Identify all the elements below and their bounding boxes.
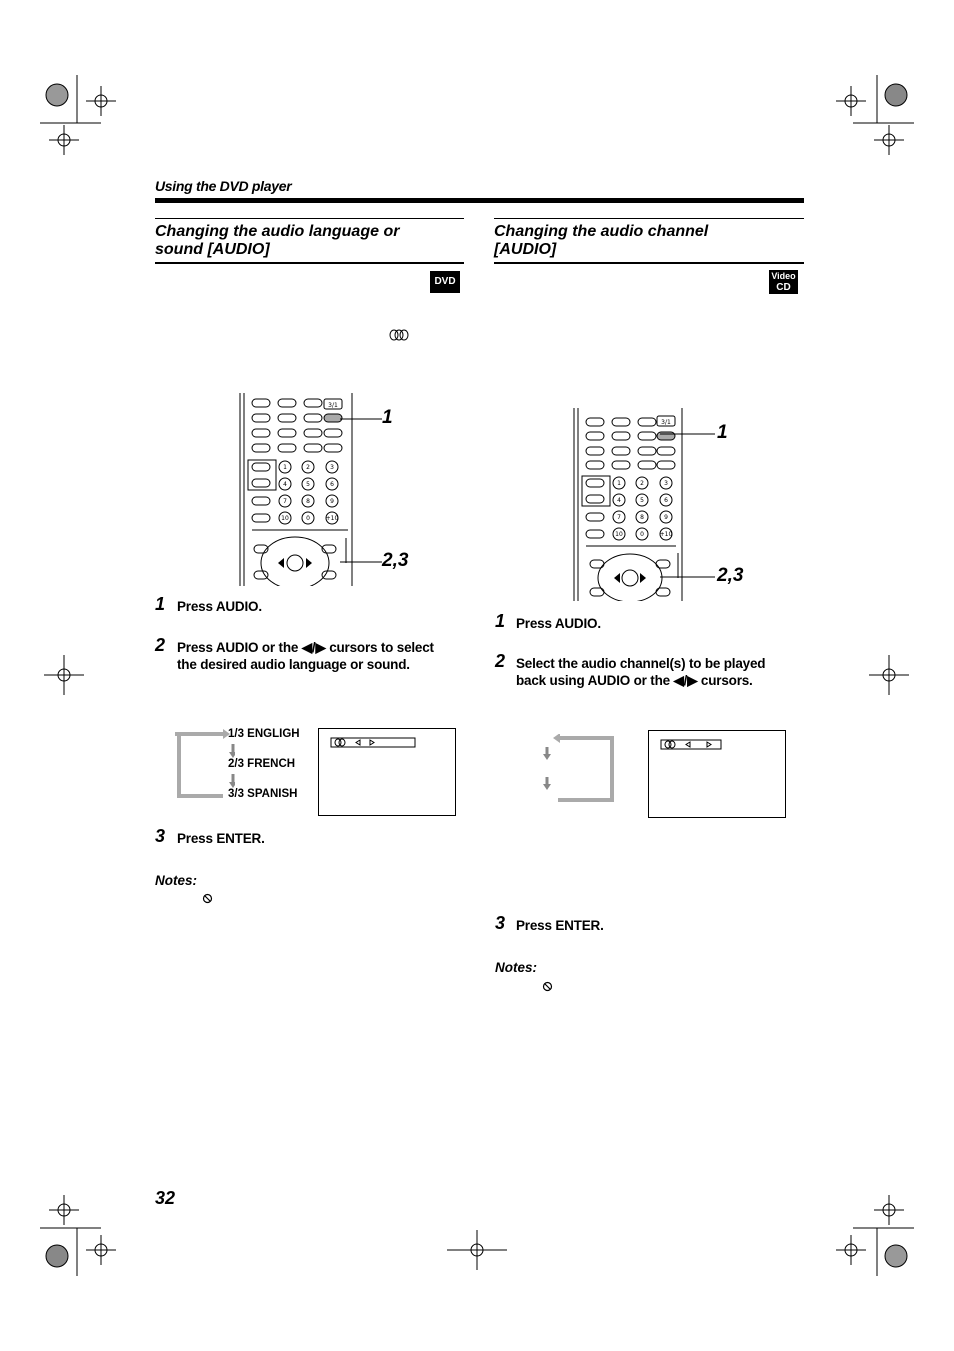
left-onscreen-audio-bar (319, 729, 455, 759)
prohibit-icon (202, 893, 213, 904)
left-step-3-number: 3 (155, 826, 166, 846)
remote-right-key-5: 5 (640, 497, 644, 504)
remote-left-key-plus10: +10 (325, 515, 339, 522)
right-title-bottom-rule (494, 262, 804, 264)
remote-left-key-9: 9 (330, 498, 334, 505)
remote-left-key-8: 8 (306, 498, 310, 505)
right-step-3-text: Press ENTER. (516, 918, 604, 933)
left-title-bottom-rule (155, 262, 464, 264)
video-cd-badge (769, 270, 798, 294)
dvd-badge: DVD (430, 271, 460, 293)
right-callout-23: 2,3 (717, 565, 744, 586)
remote-right-key-2: 2 (640, 480, 644, 487)
right-step-3-number: 3 (495, 913, 506, 933)
remote-left-key-2: 2 (306, 464, 310, 471)
remote-left-key-5: 5 (306, 481, 310, 488)
remote-left-key-3: 3 (330, 464, 334, 471)
left-section-title (155, 223, 399, 259)
right-callout-1: 1 (717, 422, 728, 443)
language-option-3: 3/3 SPANISH (228, 788, 298, 800)
channel-cycle-diagram (538, 734, 618, 802)
remote-left-key-4: 4 (283, 481, 287, 488)
left-callout-1: 1 (382, 407, 393, 428)
left-title-top-rule (155, 218, 464, 219)
right-tv-screen (648, 730, 786, 818)
remote-left-key-6: 6 (330, 481, 334, 488)
right-step-2-line1: Select the audio channel(s) to be played (516, 656, 766, 671)
right-title-line1: Changing the audio channel (494, 223, 709, 240)
remote-right-audio-key: 3/1 (661, 419, 671, 426)
header-rule (155, 198, 804, 203)
left-notes-label: Notes: (155, 873, 198, 888)
remote-right-key-10: 10 (615, 531, 623, 538)
right-step-2-line2: back using AUDIO or the ◀/▶ cursors. (516, 673, 753, 688)
video-cd-badge-line2: CD (776, 282, 791, 293)
remote-right-key-8: 8 (640, 514, 644, 521)
remote-left-key-10: 10 (281, 515, 289, 522)
language-option-2: 2/3 FRENCH (228, 758, 296, 770)
remote-left-audio-key: 3/1 (328, 402, 338, 409)
right-step-2-number: 2 (495, 651, 506, 671)
audio-icon (388, 328, 410, 342)
remote-right-key-6: 6 (664, 497, 668, 504)
left-tv-screen (318, 728, 456, 816)
right-title-line2: [AUDIO] (494, 241, 557, 258)
right-step-1-number: 1 (495, 611, 506, 631)
right-notes-label: Notes: (495, 960, 538, 975)
remote-right-key-9: 9 (664, 514, 668, 521)
left-step-1-number: 1 (155, 594, 166, 614)
right-step-1-text: Press AUDIO. (516, 616, 601, 631)
remote-left-key-7: 7 (283, 498, 287, 505)
language-option-1: 1/3 ENGLIGH (228, 728, 300, 740)
left-callout-lines (340, 415, 385, 565)
remote-right-key-0: 0 (640, 531, 644, 538)
right-title-top-rule (494, 218, 804, 219)
remote-left-key-1: 1 (283, 464, 287, 471)
page-number: 32 (155, 1188, 176, 1208)
language-cycle-diagram (175, 728, 235, 800)
right-callout-lines (660, 430, 720, 580)
running-header: Using the DVD player (155, 178, 292, 194)
right-section-title (494, 223, 708, 259)
left-title-line1: Changing the audio language or (155, 223, 400, 240)
left-step-2-number: 2 (155, 635, 166, 655)
left-callout-23: 2,3 (382, 550, 409, 571)
left-step-2-text (177, 639, 434, 673)
right-step-2-text (516, 655, 765, 689)
right-onscreen-audio-bar (649, 731, 785, 761)
remote-right-key-1: 1 (617, 480, 621, 487)
video-cd-badge-line1: Video (771, 271, 796, 281)
remote-right-key-7: 7 (617, 514, 621, 521)
prohibit-icon (542, 981, 553, 992)
left-step-1-text: Press AUDIO. (177, 599, 262, 614)
left-title-line2: sound [AUDIO] (155, 241, 270, 258)
left-step-2-line1: Press AUDIO or the ◀/▶ cursors to select (177, 640, 434, 655)
remote-right-key-plus10: +10 (659, 531, 673, 538)
left-step-2-line2: the desired audio language or sound. (177, 657, 410, 672)
remote-right-key-3: 3 (664, 480, 668, 487)
left-step-3-text: Press ENTER. (177, 831, 265, 846)
remote-right-key-4: 4 (617, 497, 621, 504)
remote-left-key-0: 0 (306, 515, 310, 522)
